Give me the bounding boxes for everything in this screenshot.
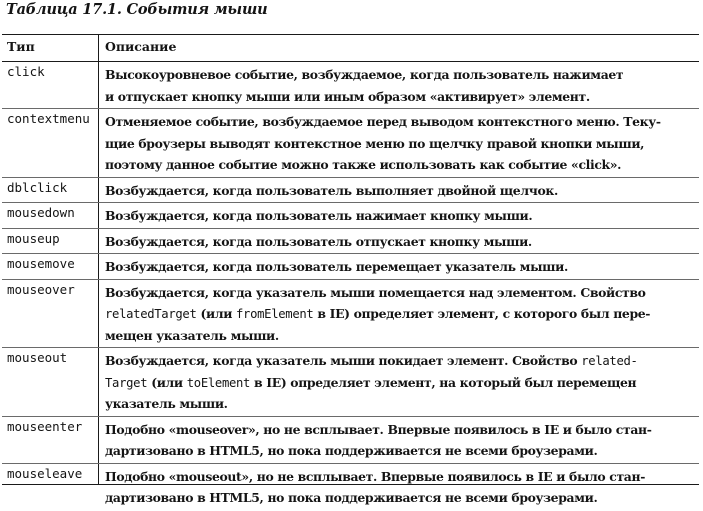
event-type-cell: mousemove	[7, 256, 75, 271]
code-identifier: related-	[581, 354, 638, 368]
event-description-cell	[105, 419, 697, 462]
header-type: Тип	[7, 39, 35, 54]
table-row	[2, 254, 699, 280]
event-type-cell: mouseleave	[7, 465, 83, 481]
description-text: (или	[147, 374, 187, 390]
code-identifier: fromElement	[236, 307, 314, 321]
event-type-cell: contextmenu	[7, 111, 90, 126]
event-type-cell: mouseout	[7, 350, 68, 365]
description-line: мещен указатель мыши.	[105, 327, 279, 343]
event-description-cell	[105, 282, 697, 347]
description-text: Возбуждается, когда указатель мыши покидает элемент. Свойство	[105, 353, 582, 368]
description-line	[105, 303, 697, 325]
event-description-cell	[105, 256, 697, 278]
description-line: Отменяемое событие, возбуждаемое перед выводом контекстного меню. Теку-	[105, 114, 661, 129]
description-line: Подобно «mouseout», но не всплывает. Впервые появилось в IE и было стан-	[105, 468, 645, 484]
description-line: Возбуждается, когда пользователь отпускает кнопку мыши.	[105, 233, 532, 249]
description-line	[105, 350, 697, 372]
event-type-cell: mousedown	[7, 205, 75, 220]
header-description: Описание	[105, 39, 177, 54]
description-text: (или	[196, 306, 237, 321]
events-table	[2, 34, 699, 505]
description-line: дартизовано в HTML5, но пока поддерживается не всеми броузерами.	[105, 443, 598, 458]
description-line: Подобно «mouseover», но не всплывает. Впервые появилось в IE и было стан-	[105, 421, 652, 437]
description-line: и отпускает кнопку мыши или иным образом «активирует» элемент.	[105, 88, 590, 104]
table-row	[2, 62, 699, 109]
event-description-cell	[105, 205, 697, 227]
table-header	[2, 35, 699, 62]
table-row	[2, 229, 699, 255]
description-line: Высокоуровневое событие, возбуждаемое, когда пользователь нажимает	[105, 67, 624, 82]
description-line: указатель мыши.	[105, 396, 228, 411]
table-row	[2, 464, 699, 511]
table-row	[2, 178, 699, 204]
event-description-cell	[105, 231, 697, 253]
event-type-cell: dblclick	[7, 179, 68, 195]
code-identifier: Target	[105, 375, 148, 390]
event-type-cell: click	[7, 64, 45, 79]
description-line: поэтому данное событие можно также использовать как событие «click».	[105, 157, 622, 172]
table-caption: Таблица 17.1. События мыши	[6, 1, 268, 18]
description-line: щие броузеры выводят контекстное меню по щелчку правой кнопки мыши,	[105, 135, 645, 151]
description-line: дартизовано в HTML5, но пока поддерживается не всеми броузерами.	[105, 490, 598, 505]
event-type-cell: mouseup	[7, 230, 60, 246]
event-type-cell: mouseenter	[7, 418, 83, 434]
table-row	[2, 109, 699, 178]
table-row	[2, 280, 699, 349]
description-line: Возбуждается, когда пользователь перемещает указатель мыши.	[105, 259, 568, 274]
event-description-cell	[105, 466, 697, 509]
table-row	[2, 203, 699, 229]
description-line: Возбуждается, когда пользователь нажимает кнопку мыши.	[105, 208, 533, 223]
table-row	[2, 348, 699, 417]
event-description-cell	[105, 350, 697, 415]
table-row	[2, 417, 699, 464]
event-description-cell	[105, 111, 697, 176]
code-identifier: relatedTarget	[105, 307, 197, 321]
event-description-cell	[105, 64, 697, 107]
event-description-cell	[105, 180, 697, 202]
description-line: Возбуждается, когда пользователь выполняет двойной щелчок.	[105, 182, 558, 198]
description-text: в IE) определяет элемент, на который был перемещен	[250, 374, 637, 390]
code-identifier: toElement	[186, 375, 251, 390]
description-text: в IE) определяет элемент, с которого был пере-	[313, 306, 651, 321]
description-line: Возбуждается, когда указатель мыши помещается над элементом. Свойство	[105, 284, 646, 300]
description-line	[105, 372, 697, 394]
event-type-cell: mouseover	[7, 281, 75, 297]
